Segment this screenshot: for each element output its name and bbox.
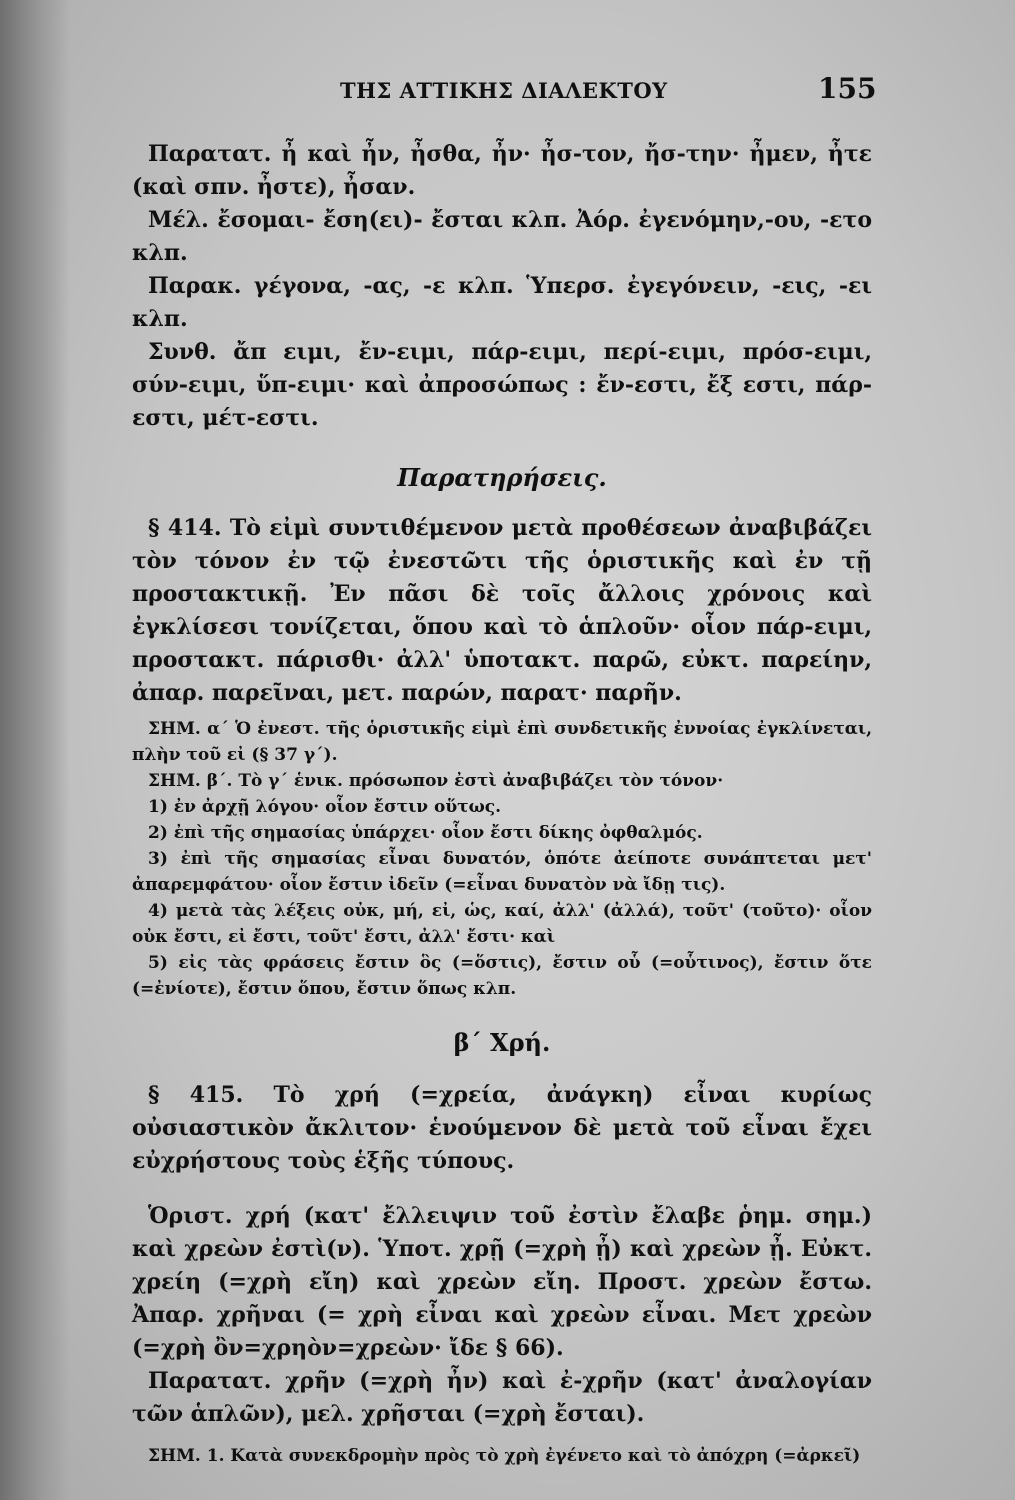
note-item-4: 4) μετὰ τὰς λέξεις οὐκ, μή, εἰ, ὡς, καί, ἀλλ' (ἀλλά), τοῦτ' (τοῦτο)· οἷον οὐκ ἔστι, εἰ ἔστι, τοῦτ' ἔστι, ἀλλ' ἔστι· καὶ: [132, 901, 872, 947]
page-body: [132, 138, 872, 1486]
page-number: 155: [818, 72, 877, 105]
note-alpha: ΣΗΜ. α΄ Ὁ ἐνεστ. τῆς ὁριστικῆς εἰμὶ ἐπὶ συνδετικῆς ἐννοίας ἐγκλίνεται, πλὴν τοῦ εἰ (§ 37 γ΄).: [132, 719, 872, 765]
paragraph-perfect: Παρακ. γέγονα, -ας, -ε κλπ. Ὑπερσ. ἐγεγόνειν, -εις, -ει κλπ.: [132, 273, 872, 332]
chre-heading: β΄ Χρή.: [453, 1028, 551, 1057]
paragraph-future: Μέλ. ἔσομαι- ἔση(ει)- ἔσται κλπ. Ἀόρ. ἐγενόμην,-ου, -ετο κλπ.: [132, 207, 872, 266]
notes-414: [132, 716, 872, 1002]
running-head: ΤΗΣ ΑΤΤΙΚΗΣ ΔΙΑΛΕΚΤΟΥ: [340, 78, 668, 103]
section-414: § 414. Τὸ εἰμὶ συντιθέμενον μετὰ προθέσεων ἀναβιβάζει τὸν τόνον ἐν τῷ ἐνεστῶτι τῆς ὁριστικῆς καὶ ἐν τῇ προστακτικῇ. Ἐν πᾶσι δὲ τοῖς ἄλλοις χρόνοις καὶ ἐγκλίσεσι τονίζεται, ὅπου καὶ τὸ ἁπλοῦν· οἷον πάρ-ειμι, προστακτ. πάρισθι· ἀλλ' ὑποτακτ. παρῶ, εὐκτ. παρείην, ἀπαρ. παρεῖναι, μετ. παρών, παρατ· παρῆν.: [132, 515, 872, 706]
note-item-1: 1) ἐν ἀρχῇ λόγου· οἷον ἔστιν οὕτως.: [148, 797, 502, 817]
observations-heading: Παρατηρήσεις.: [397, 463, 607, 492]
section-415: § 415. Τὸ χρή (=χρεία, ἀνάγκη) εἶναι κυρίως οὐσιαστικὸν ἄκλιτον· ἑνούμενον δὲ μετὰ τοῦ εἶναι ἔχει εὐχρήστους τοὺς ἑξῆς τύπους.: [132, 1082, 872, 1174]
paragraph-imperfect: Παρατατ. ἦ καὶ ἦν, ἦσθα, ἦν· ἦσ-τον, ἤσ-την· ἦμεν, ἦτε (καὶ σπν. ἦστε), ἦσαν.: [132, 141, 872, 200]
note-item-2: 2) ἐπὶ τῆς σημασίας ὑπάρχει· οἷον ἔστι δίκης ὀφθαλμός.: [148, 823, 703, 843]
note-item-5: 5) εἰς τὰς φράσεις ἔστιν ὃς (=ὅστις), ἔστιν οὗ (=οὗτινος), ἔστιν ὅτε (=ἐνίοτε), ἔστιν ὅπου, ἔστιν ὅπως κλπ.: [132, 953, 872, 999]
chre-imperfect-paragraph: Παρατατ. χρῆν (=χρὴ ἦν) καὶ ἐ-χρῆν (κατ' ἀναλογίαν τῶν ἁπλῶν), μελ. χρῆσται (=χρὴ ἔσται).: [132, 1368, 872, 1427]
page-header: [0, 70, 1015, 110]
note-item-3: 3) ἐπὶ τῆς σημασίας εἶναι δυνατόν, ὁπότε ἀείποτε συνάπτεται μετ' ἀπαρεμφάτου· οἷον ἔστιν ἰδεῖν (=εἶναι δυνατὸν νὰ ἴδῃ τις).: [132, 849, 872, 895]
chre-forms-paragraph: Ὁριστ. χρή (κατ' ἔλλειψιν τοῦ ἐστὶν ἔλαβε ῥημ. σημ.) καὶ χρεὼν ἐστὶ(ν). Ὑποτ. χρῇ (=χρὴ ᾖ) καὶ χρεὼν ᾖ. Εὐκτ. χρείη (=χρὴ εἴη) καὶ χρεὼν εἴη. Προστ. χρεὼν ἔστω. Ἀπαρ. χρῆναι (= χρὴ εἶναι καὶ χρεὼν εἶναι. Μετ χρεὼν (=χρὴ ὂν=χρηὸν=χρεὼν· ἴδε § 66).: [132, 1203, 872, 1361]
paragraph-compounds: Συνθ. ἄπ ειμι, ἔν-ειμι, πάρ-ειμι, περί-ειμι, πρόσ-ειμι, σύν-ειμι, ὕπ-ειμι· καὶ ἀπροσώπως : ἔν-εστι, ἔξ εστι, πάρ-εστι, μέτ-εστι.: [132, 339, 872, 431]
note-415-1: ΣΗΜ. 1. Κατὰ συνεκδρομὴν πρὸς τὸ χρὴ ἐγένετο καὶ τὸ ἀπόχρη (=ἀρκεῖ): [148, 1446, 861, 1466]
note-beta: ΣΗΜ. β΄. Τὸ γ΄ ἑνικ. πρόσωπον ἐστὶ ἀναβιβάζει τὸν τόνον·: [148, 771, 724, 791]
